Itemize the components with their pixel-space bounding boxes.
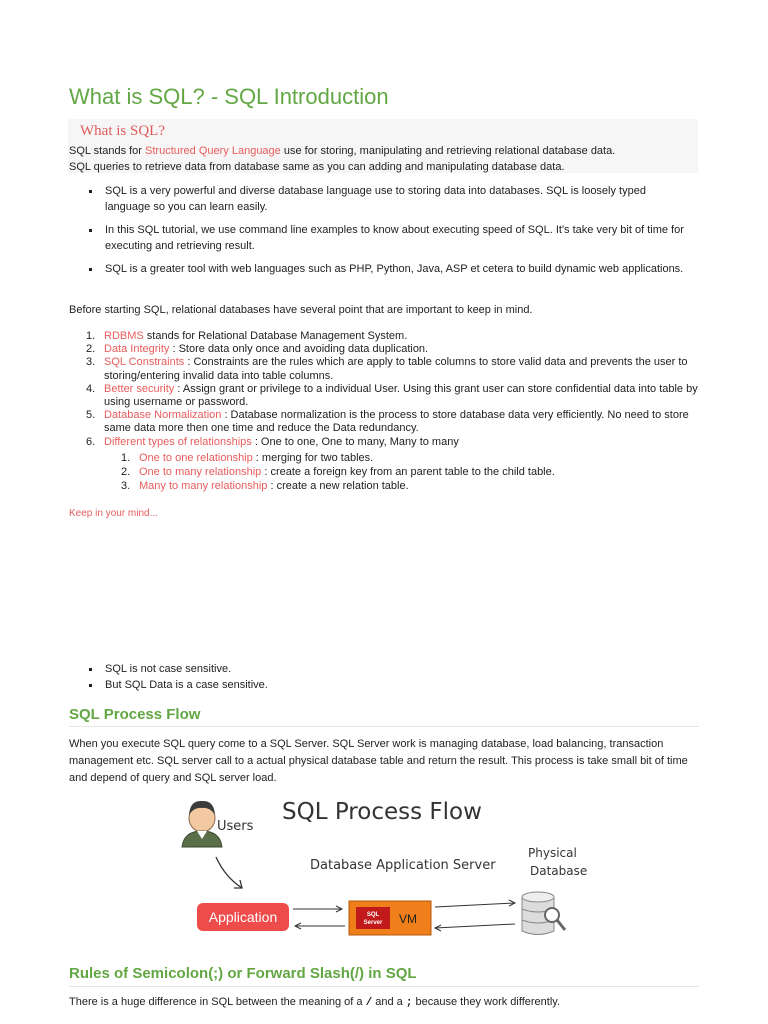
server-to-db-arrow bbox=[435, 903, 515, 907]
item-number: 1. bbox=[86, 330, 96, 342]
item-text: : One to one, One to many, Many to many bbox=[251, 435, 459, 448]
intro-line-1-prefix: SQL stands for bbox=[69, 145, 146, 157]
process-flow-description: When you execute SQL query come to a SQL Server. SQL Server work is managing database, load balancing, transaction management etc. SQL server call to a actual physical database table and return the result. This process is take small bit of time and depend of query and SQL server load. bbox=[69, 738, 688, 784]
one-to-one-link[interactable]: One to one relationship bbox=[139, 452, 253, 464]
one-to-many-link[interactable]: One to many relationship bbox=[139, 466, 262, 478]
semicolon-description bbox=[69, 996, 560, 1009]
feature-bullet-list bbox=[69, 184, 689, 278]
vm-label: VM bbox=[399, 912, 417, 926]
item-number: 2. bbox=[86, 343, 96, 356]
item-number: 6. bbox=[86, 435, 96, 448]
item-text: : create a foreign key from an parent table to the child table. bbox=[261, 466, 555, 478]
item-text: : Store data only once and avoiding data duplication. bbox=[169, 343, 429, 356]
item-number: 1. bbox=[121, 452, 131, 464]
structured-query-language-link[interactable]: Structured Query Language bbox=[145, 145, 281, 157]
relationships-link[interactable]: Different types of relationships bbox=[104, 435, 252, 448]
semicolon-code: ; bbox=[405, 997, 413, 1009]
section-divider bbox=[69, 986, 699, 987]
item-text: : merging for two tables. bbox=[252, 452, 374, 464]
data-integrity-link[interactable]: Data Integrity bbox=[104, 343, 170, 356]
list-item: But SQL Data is a case sensitive. bbox=[69, 678, 689, 694]
before-starting-text: Before starting SQL, relational databases have several point that are important to keep in mind. bbox=[69, 304, 533, 316]
item-text: : Constraints are the rules which are apply to table columns to store valid data and prevents the user to storing/entering invalid data into table columns. bbox=[104, 356, 688, 382]
list-item bbox=[69, 465, 669, 479]
page-title: What is SQL? - SQL Introduction bbox=[69, 84, 389, 109]
semicolon-rules-heading: Rules of Semicolon(;) or Forward Slash(/) in SQL bbox=[69, 965, 417, 982]
sentence-suffix: because they work differently. bbox=[412, 996, 561, 1008]
item-number: 3. bbox=[86, 356, 96, 369]
item-number: 5. bbox=[86, 409, 96, 422]
list-item bbox=[69, 356, 699, 382]
user-icon bbox=[182, 801, 222, 847]
list-item bbox=[69, 383, 699, 409]
key-points-list bbox=[69, 330, 699, 449]
sentence-prefix: There is a huge difference in SQL between the meaning of a bbox=[69, 996, 366, 1008]
case-sensitivity-list bbox=[69, 662, 689, 693]
item-text: stands for Relational Database Management System. bbox=[143, 330, 408, 342]
list-item: SQL is not case sensitive. bbox=[69, 662, 689, 678]
item-text: : Assign grant or privilege to a individual User. Using this grant user can store confidential data into table by using username or password. bbox=[104, 382, 698, 409]
item-number: 4. bbox=[86, 382, 96, 395]
intro-line-1 bbox=[69, 145, 615, 157]
item-number: 2. bbox=[121, 466, 131, 478]
sql-process-flow-diagram bbox=[170, 785, 610, 945]
diagram-title: SQL Process Flow bbox=[282, 799, 482, 825]
list-item bbox=[69, 436, 699, 449]
item-text: : Database normalization is the process to store database data very efficiently. No need to store same data more then one time and reduce the Data redundancy. bbox=[104, 409, 689, 435]
many-to-many-link[interactable]: Many to many relationship bbox=[139, 480, 268, 492]
application-label: Application bbox=[208, 909, 278, 925]
sql-server-label-2: Server bbox=[363, 920, 383, 926]
physical-label: Physical bbox=[528, 846, 577, 860]
sentence-mid: and a bbox=[372, 996, 406, 1008]
user-to-application-arrow bbox=[216, 857, 242, 888]
rdbms-link[interactable]: RDBMS bbox=[104, 330, 144, 342]
intro-heading: What is SQL? bbox=[80, 123, 165, 139]
list-item bbox=[69, 479, 669, 493]
keep-in-mind-link[interactable]: Keep in your mind... bbox=[69, 508, 158, 519]
intro-line-1-suffix: use for storing, manipulating and retrieving relational database data. bbox=[280, 145, 616, 157]
list-item: SQL is a greater tool with web languages such as PHP, Python, Java, ASP et cetera to build dynamic web applications. bbox=[69, 262, 689, 278]
better-security-link[interactable]: Better security bbox=[104, 382, 175, 395]
list-item bbox=[69, 409, 699, 435]
list-item bbox=[69, 330, 699, 343]
intro-line-2: SQL queries to retrieve data from database same as you can adding and manipulating database data. bbox=[69, 161, 565, 173]
process-flow-heading: SQL Process Flow bbox=[69, 706, 201, 723]
list-item: SQL is a very powerful and diverse database language use to storing data into databases. SQL is loosely typed language so you can learn easily. bbox=[69, 184, 689, 215]
users-label: Users bbox=[217, 819, 254, 834]
list-item bbox=[69, 343, 699, 356]
slash-code: / bbox=[365, 997, 373, 1009]
database-normalization-link[interactable]: Database Normalization bbox=[104, 409, 222, 422]
list-item: In this SQL tutorial, we use command line examples to know about executing speed of SQL. It's take very bit of time for executing and retrieving result. bbox=[69, 223, 689, 254]
sql-server-label-1: SQL bbox=[366, 912, 380, 918]
section-divider bbox=[69, 726, 699, 727]
sql-constraints-link[interactable]: SQL Constraints bbox=[104, 356, 185, 369]
db-to-server-arrow bbox=[435, 924, 515, 928]
item-number: 3. bbox=[121, 480, 131, 492]
list-item bbox=[69, 451, 669, 465]
server-label: Database Application Server bbox=[310, 858, 496, 873]
item-text: : create a new relation table. bbox=[267, 480, 409, 492]
relationships-list bbox=[69, 451, 669, 493]
database-label: Database bbox=[530, 864, 588, 878]
